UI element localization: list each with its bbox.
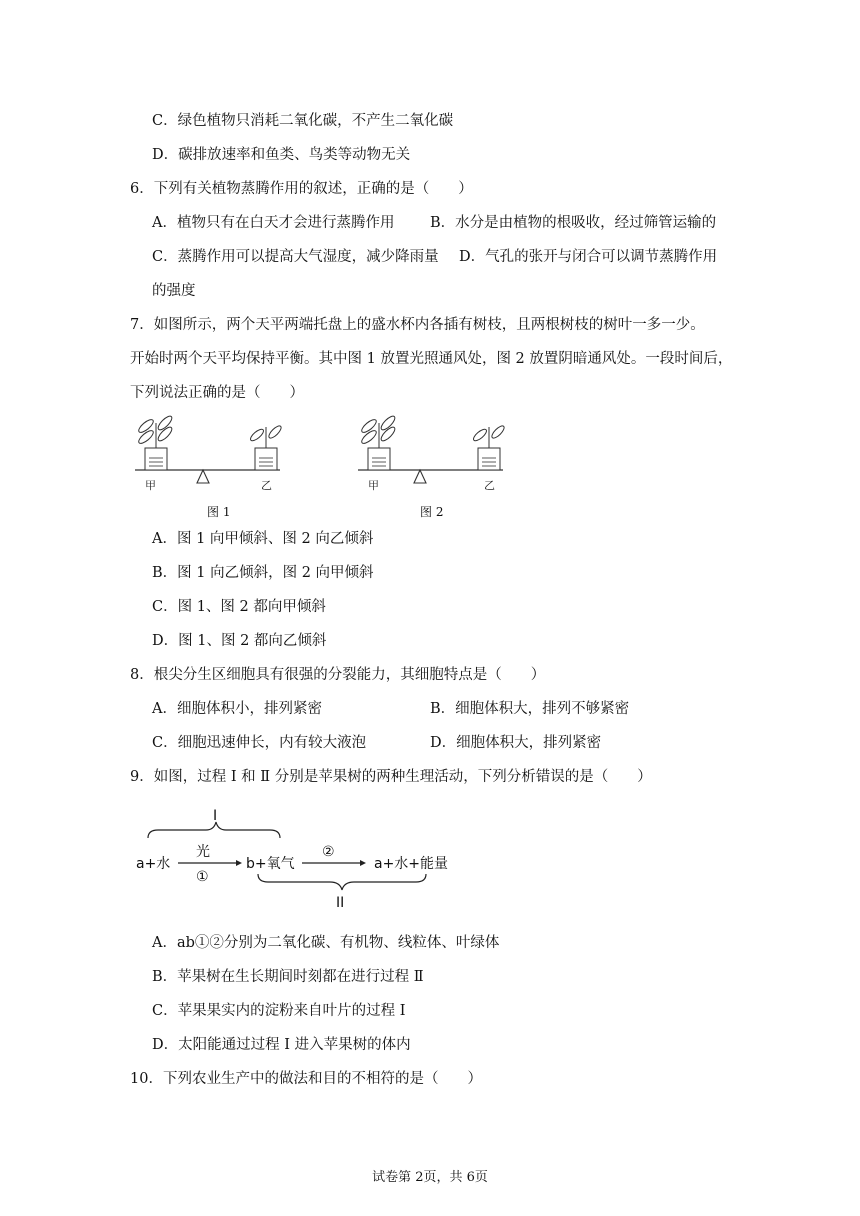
- step-2-marker: ②: [322, 844, 335, 860]
- q6-stem: 6．下列有关植物蒸腾作用的叙述，正确的是（ ）: [130, 181, 473, 197]
- q10-stem: 10．下列农业生产中的做法和目的不相符的是（ ）: [130, 1071, 482, 1087]
- fig1-right-label: 乙: [261, 479, 272, 492]
- balance-fig1: [135, 414, 283, 492]
- q9-process-diagram: [130, 806, 490, 911]
- q7-stem-line3: 下列说法正确的是（ ）: [130, 385, 304, 401]
- q8-option-a: A．细胞体积小，排列紧密: [152, 701, 322, 717]
- fig2-right-label: 乙: [484, 479, 495, 492]
- q9-option-d: D．太阳能通过过程 Ⅰ 进入苹果树的体内: [152, 1037, 411, 1053]
- product-text: a+水+能量: [374, 856, 449, 872]
- q8-stem: 8．根尖分生区细胞具有很强的分裂能力，其细胞特点是（ ）: [130, 667, 546, 683]
- q9-stem: 9．如图，过程 Ⅰ 和 Ⅱ 分别是苹果树的两种生理活动，下列分析错误的是（ ）: [130, 769, 652, 785]
- q7-balance-figure: [125, 413, 515, 523]
- q7-option-d: D．图 1、图 2 都向乙倾斜: [152, 633, 327, 649]
- q8-option-b: B．细胞体积大，排列不够紧密: [430, 701, 630, 717]
- q8-option-c: C．细胞迅速伸长，内有较大液泡: [152, 735, 367, 751]
- fig1-left-label: 甲: [145, 479, 156, 492]
- q7-fig1-caption: 图 1: [207, 505, 231, 519]
- fig2-left-label: 甲: [368, 479, 379, 492]
- page-footer: 试卷第 2页，共 6页: [372, 1170, 488, 1185]
- q7-option-a: A．图 1 向甲倾斜、图 2 向乙倾斜: [152, 531, 374, 547]
- q6-option-d-continued: 的强度: [152, 283, 196, 299]
- q9-option-a: A．ab①②分别为二氧化碳、有机物、线粒体、叶绿体: [152, 935, 500, 951]
- q6-option-c: C．蒸腾作用可以提高大气湿度，减少降雨量: [152, 249, 439, 265]
- q7-fig2-caption: 图 2: [420, 505, 444, 519]
- middle-text: b+氧气: [246, 856, 295, 872]
- q9-option-c: C．苹果果实内的淀粉来自叶片的过程 I: [152, 1003, 406, 1019]
- step-1-marker: ①: [196, 869, 209, 885]
- condition-light: 光: [196, 844, 210, 860]
- q8-option-d: D．细胞体积大，排列紧密: [430, 735, 602, 751]
- q7-stem-line2: 开始时两个天平均保持平衡。其中图 1 放置光照通风处，图 2 放置阴暗通风处。一段时间后，: [130, 351, 733, 367]
- q6-option-d: D．气孔的张开与闭合可以调节蒸腾作用: [459, 249, 718, 265]
- balance-fig2: [358, 414, 506, 492]
- q6-option-a: A．植物只有在白天才会进行蒸腾作用: [152, 215, 395, 231]
- q5-option-d: D．碳排放速率和鱼类、鸟类等动物无关: [152, 147, 411, 163]
- reactant-text: a+水: [136, 856, 171, 872]
- q6-option-b: B．水分是由植物的根吸收，经过筛管运输的: [430, 215, 717, 231]
- q5-option-c: C．绿色植物只消耗二氧化碳，不产生二氧化碳: [152, 113, 454, 129]
- q7-option-c: C．图 1、图 2 都向甲倾斜: [152, 599, 326, 615]
- q9-option-b: B．苹果树在生长期间时刻都在进行过程 Ⅱ: [152, 969, 424, 985]
- label-process-II: II: [336, 895, 345, 911]
- q7-stem-line1: 7．如图所示，两个天平两端托盘上的盛水杯内各插有树枝，且两根树枝的树叶一多一少。: [130, 317, 705, 333]
- q7-option-b: B．图 1 向乙倾斜，图 2 向甲倾斜: [152, 565, 374, 581]
- label-process-I: I: [213, 808, 218, 824]
